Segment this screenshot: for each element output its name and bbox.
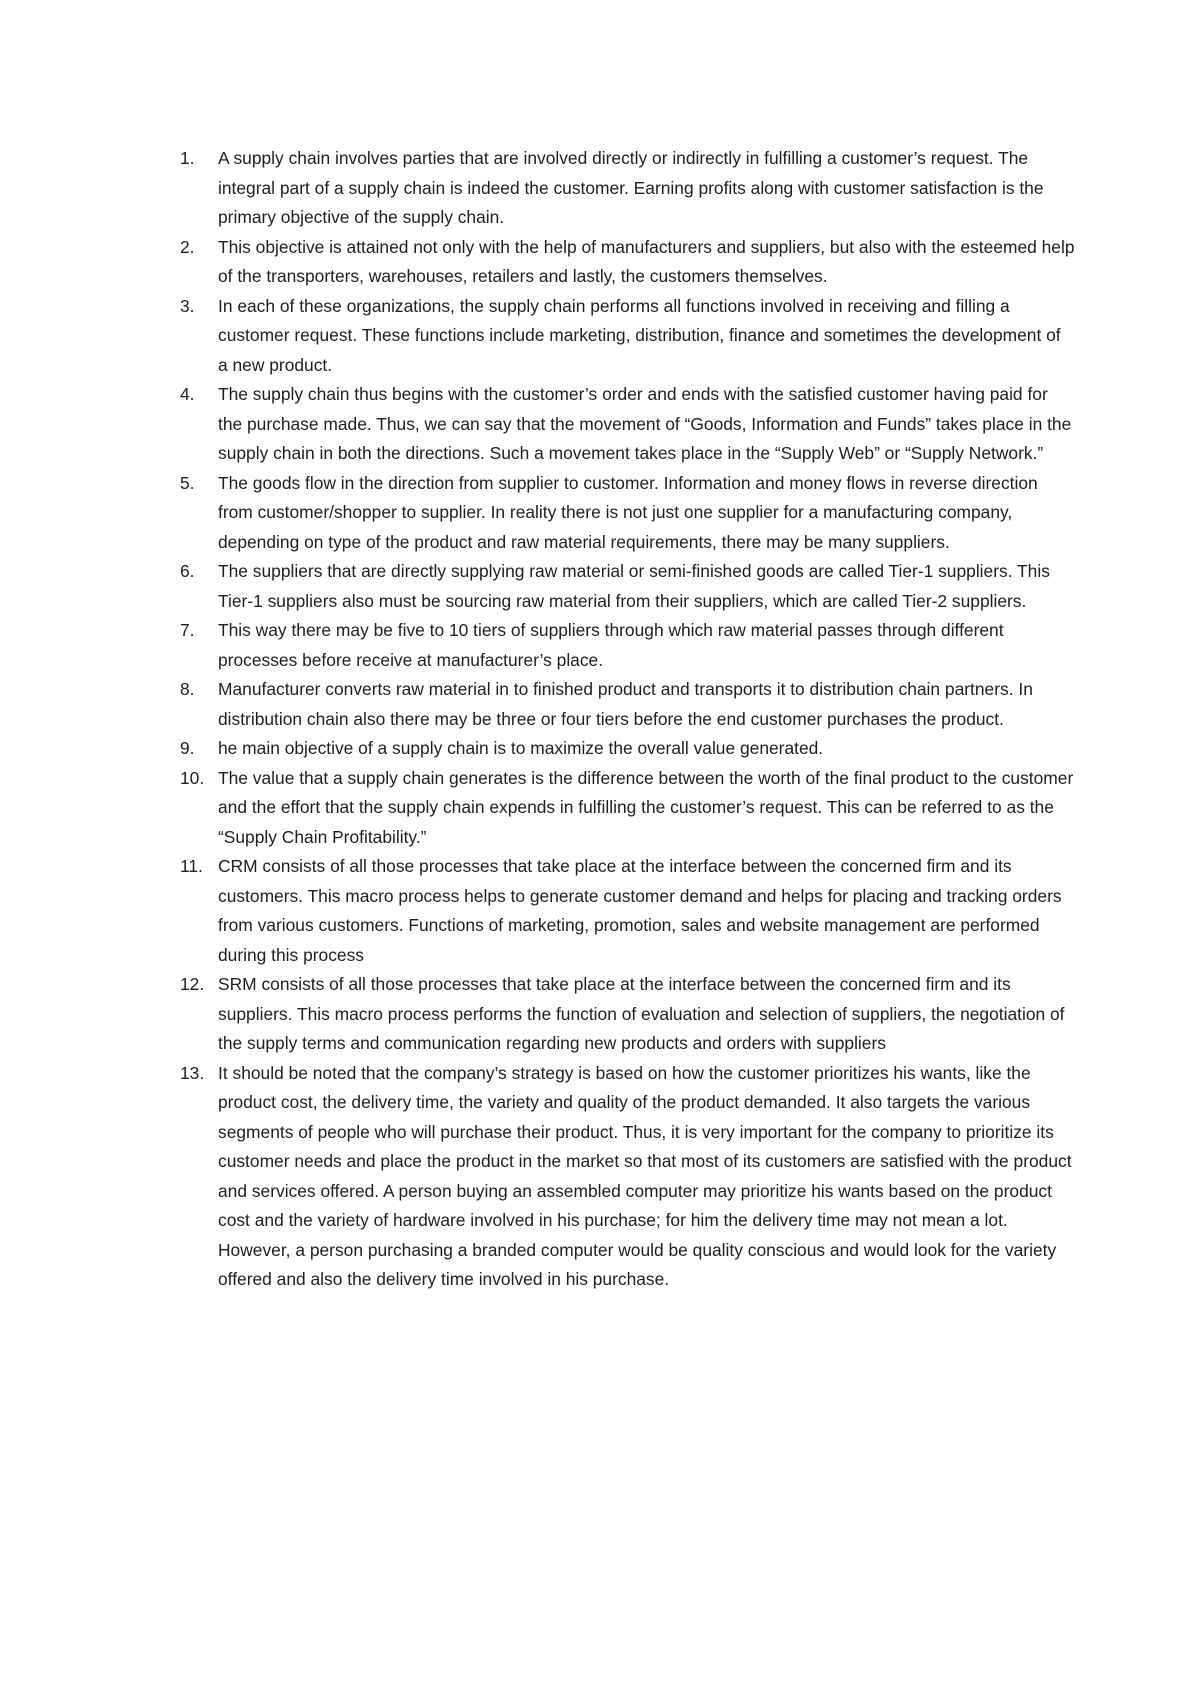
item-number: 3. — [180, 295, 195, 316]
item-text: The value that a supply chain generates is the difference between the worth of the final product to the customer and the effort that the supply chain expends in fulfilling the customer’s request. This can be referred to as the “Supply Chain Profitability.” — [218, 767, 1074, 847]
list-item — [180, 557, 1075, 616]
item-number: 8. — [180, 679, 195, 699]
item-text: In each of these organizations, the supply chain performs all functions involved in receiving and filling a customer request. These functions include marketing, distribution, finance and sometimes the development of a new product. — [218, 295, 1061, 375]
list-item — [180, 970, 1075, 1059]
list-item — [180, 380, 1075, 469]
item-number: 5. — [180, 472, 195, 493]
item-text: CRM consists of all those processes that take place at the interface between the concerned firm and its customers. This macro process helps to generate customer demand and helps for placing and tracking orders from various customers. Functions of marketing, promotion, sales and website management are performed during this process — [218, 856, 1062, 965]
item-text: he main objective of a supply chain is to maximize the overall value generated. — [218, 738, 824, 758]
item-number: 4. — [180, 384, 195, 404]
item-number: 10. — [180, 767, 205, 788]
item-number: 12. — [180, 974, 205, 994]
item-text: This objective is attained not only with the help of manufacturers and suppliers, but also with the esteemed help of the transporters, warehouses, retailers and lastly, the customers themselves. — [218, 236, 1075, 286]
item-text: The supply chain thus begins with the customer’s order and ends with the satisfied customer having paid for the purchase made. Thus, we can say that the movement of “Goods, Information and Funds” takes place in the supply chain in both the directions. Such a movement takes place in the “Supply Web” or “Supply Network.” — [218, 384, 1072, 463]
item-number: 6. — [180, 561, 195, 581]
item-text: The suppliers that are directly supplying raw material or semi-finished goods are called Tier-1 suppliers. This Tier-1 suppliers also must be sourcing raw material from their suppliers, which are called Tier-2 suppliers. — [218, 561, 1050, 611]
item-text: A supply chain involves parties that are involved directly or indirectly in fulfilling a customer’s request. The integral part of a supply chain is indeed the customer. Earning profits along with customer satisfaction is the primary objective of the supply chain. — [218, 148, 1044, 227]
list-item — [180, 233, 1075, 292]
item-text: This way there may be five to 10 tiers of suppliers through which raw material passes through different processes before receive at manufacturer’s place. — [218, 620, 1004, 670]
list-item — [180, 852, 1075, 970]
list-item — [180, 292, 1075, 381]
item-number: 11. — [180, 856, 203, 876]
item-text: It should be noted that the company’s strategy is based on how the customer prioritizes his wants, like the product cost, the delivery time, the variety and quality of the product demanded. It also targets the various segments of people who will purchase their product. Thus, it is very important for the company to prioritize its customer needs and place the product in the market so that most of its customers are satisfied with the product and services offered. A person buying an assembled computer may prioritize his wants based on the product cost and the variety of hardware involved in his purchase; for him the delivery time may not mean a lot. However, a person purchasing a branded computer would be quality conscious and would look for the variety offered and also the delivery time involved in his purchase. — [218, 1062, 1072, 1289]
item-number: 1. — [180, 148, 195, 168]
item-number: 7. — [180, 620, 195, 640]
list-item — [180, 616, 1075, 675]
item-text: SRM consists of all those processes that take place at the interface between the concerned firm and its suppliers. This macro process performs the function of evaluation and selection of suppliers, the negotiation of the supply terms and communication regarding new products and orders with suppliers — [218, 974, 1065, 1053]
item-text: The goods flow in the direction from supplier to customer. Information and money flows in reverse direction from customer/shopper to supplier. In reality there is not just one supplier for a manufacturing company, depending on type of the product and raw material requirements, there may be many suppliers. — [218, 472, 1038, 552]
list-item — [180, 469, 1075, 558]
list-item — [180, 1059, 1075, 1295]
list-item — [180, 734, 1075, 764]
numbered-list — [180, 144, 1075, 1295]
item-number: 2. — [180, 236, 195, 257]
list-item — [180, 764, 1075, 853]
item-text: Manufacturer converts raw material in to finished product and transports it to distribution chain partners. In distribution chain also there may be three or four tiers before the end customer purchases the product. — [218, 679, 1033, 729]
item-number: 9. — [180, 738, 195, 758]
list-item — [180, 675, 1075, 734]
item-number: 13. — [180, 1062, 205, 1083]
list-item — [180, 144, 1075, 233]
